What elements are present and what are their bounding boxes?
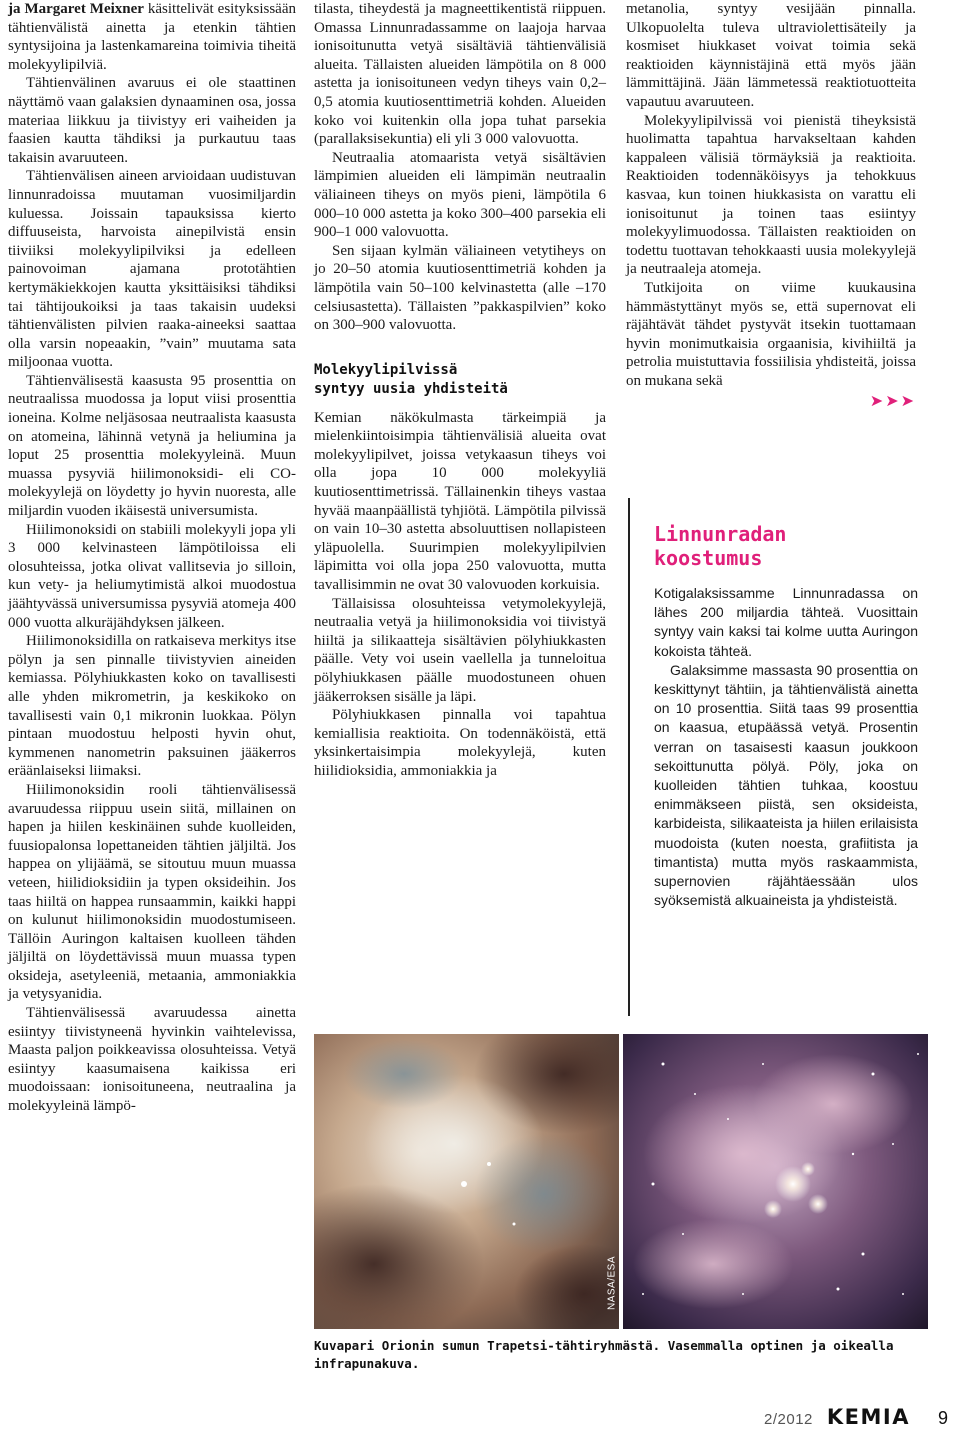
paragraph: Sen sijaan kylmän väliaineen vetytiheys on jo 20–50 atomia kuutiosenttimetriä kohden ja lämpötila vain 50–100 kelvinastetta (alle –170 celsiusastetta). Tällaisten ”pakkaspilvien” koko on 300–900 valovuotta. <box>314 242 606 334</box>
nebula-infrared-image <box>623 1034 928 1329</box>
subheading-line: syntyy uusia yhdisteitä <box>314 380 508 397</box>
paragraph: Tähtienvälinen avaruus ei ole staattinen näyttämö vaan galaksien dynaaminen osa, jossa materiaa liikkuu ja tiivistyy eri vaiheiden ja faasien kautta tähdiksi ja purkautuu taas takaisin avaruuteen. <box>8 75 296 166</box>
nebula-infrared-photo <box>623 1034 928 1329</box>
paragraph: Tähtienvälisestä kaasusta 95 prosenttia on neutraalissa muodossa ja loput viisi prosenttia ioneina. Kolme neljäsosaa neutraalista kaasusta on atomeina, lähinnä vetynä ja heliumina ja loput 25 prosenttia molekyyleinä. Muun muassa pysyviä hiilimonoksidi- eli CO-molekyylejä on löydetty jo hyvin nuoresta, alle miljardin vuoden ikäisestä universumista. <box>8 372 296 520</box>
paragraph: metanolia, syntyy vesijään pinnalla. Ulkopuolelta tuleva ultraviolettisäteily ja kosmiset hiukkaset voivat toimia sekä reaktioiden käynnistäjinä että myös jään lämmittäjinä. Jään lämmetessä reaktiotuotteita vapautuu avaruuteen. <box>626 1 916 110</box>
fact-box-paragraph: Galaksimme massasta 90 prosenttia on keskittynyt tähtiin, ja tähtienvälistä ainetta on 10 prosenttia. Siitä taas 99 prosenttia on kaasua, etupäässä vetyä. Prosentin verran on tasaisesti kaasun joukkoon sekoittunutta pölyä. Pöly, joka on kuolleiden tähtien tuhkaa, koostuu enimmäkseen piistä, sen oksideista, karbideista, silikaateista ja hiilen erilaisista muodoista (kuten noesta, grafiitista ja timantista) mutta myös raskaammista, supernovien räjähtäessään ulos syöksemistä alkuaineista ja yhdisteistä. <box>654 661 918 909</box>
paragraph: Tällaisissa olosuhteissa vetymolekyylejä, neutraalia vetyä ja hiilimonoksidia voi tiivistyä hiiltä ja silikaatteja sisältävien pölyhiukkasten päälle. Vety voi usein vaellella ja tunneloitua pölyhiukkasen päälle muodostuneen ohuen jääkerroksen sisälle ja läpi. <box>314 595 606 705</box>
paragraph <box>8 0 296 74</box>
magazine-name: KEMIA <box>826 1405 910 1429</box>
article-column-2 <box>314 0 606 781</box>
issue-number: 2/2012 <box>764 1411 813 1428</box>
person-name: ja Margaret Meixner <box>8 1 144 17</box>
paragraph-text: käsittelivät esityksissään tähtienvälistä ainetta ja etenkin tähtien syntysijoina ja lastenkamareina toimivia tiheitä molekyylipilviä. <box>8 1 296 73</box>
paragraph: Molekyylipilvissä voi pienistä tiheyksistä huolimatta tapahtua harvakseltaan kahden kappaleen välisiä törmäyksiä ja reaktioita. Reaktioiden todennäköisyys ja tehokkuus kasvaa, kun toinen hiukkasista on varattu eli ionisoitunut ja toinen taas esiintyy molekyylimuodossa. Tällaisten reaktioiden on todettu tuottavan tehokkaasti uusia molekyylejä ja neutraaleja atomeja. <box>626 112 916 278</box>
photo-credit-text: NASA/ESA <box>606 1255 618 1311</box>
paragraph: Hiilimonoksidi on stabiili molekyyli jopa yli 3 000 kelvinasteen lämpötiloissa eli olosuhteissa, jotka olivat vallitsevia jo silloin, kun vety- ja heliumytimistä alkoi muodostua jäähtyvässä universumissa pysyviä atomeja 400 000 vuotta alkuräjähdyksen jälkeen. <box>8 521 296 631</box>
paragraph: Hiilimonoksidin rooli tähtienvälisessä avaruudessa riippuu usein siitä, millainen on hapen ja hiilen keskinäinen suhde kuolleiden, fuusiopalonsa lopettaneiden tähtien jäljiltä. Jos happea on ylijäämä, se sitoutuu muun muassa veteen, hiilidioksidiin ja typen oksideihin. Jos taas hiiltä on happea runsaammin, kaikki happi on kulunut hiilimonoksidin muodostumiseen. Tällöin Auringon kaltaisen kuolleen tähden jäljiltä on löydettävissä muun muassa typen oksideja, asetyleeniä, metaania, ammoniakkia ja vetysyanidia. <box>8 781 296 1003</box>
paragraph: Pölyhiukkasen pinnalla voi tapahtua kemiallisia reaktioita. On todennäköistä, että yksinkertaisimpia molekyylejä, kuten hiilidioksidia, ammoniakkia ja <box>314 707 606 779</box>
article-column-3 <box>626 0 916 411</box>
page-number: 9 <box>937 1408 948 1428</box>
section-subheading <box>314 361 606 399</box>
fact-box-paragraph: Kotigalaksissamme Linnunradassa on lähes 200 miljardia tähteä. Vuosittain syntyy vain kaksi tai kolme uutta Auringon kokoista tähteä. <box>654 585 918 659</box>
figure-caption: Kuvapari Orionin sumun Trapetsi-tähtiryhmästä. Vasemmalla optinen ja oikealla infrapunakuva. <box>314 1338 894 1371</box>
paragraph: Kemian näkökulmasta tärkeimpiä ja mielenkiintoisimpia tähtienvälisiä alueita ovat molekyylipilvet, joissa vetykaasun tiheys voi olla jopa 10 000 molekyyliä kuutiosenttimetrissä. Tällainenkin tiheys vastaa hyvää maanpäällistä tyhjiötä. Lämpötila pilvissä on vain 10–30 astetta absoluuttisen nollapisteen yläpuolella. Suurimpien molekyylipilvien läpimitta voi olla jopa 250 valovuotta, mutta tavallisimmin ne ovat 30 valovuoden korkuisia. <box>314 409 606 594</box>
photo-credit <box>605 1238 619 1328</box>
fact-box <box>628 498 928 1016</box>
nebula-optical-image <box>314 1034 619 1329</box>
paragraph: Tähtienvälisessä avaruudessa ainetta esiintyy tiivistyneenä hyvinkin vaihtelevissa, Maasta paljon poikkeavissa olosuhteissa. Vetyä esiintyy kaasumaisena kaikissa eri muodoissaan: ionisoituneena, neutraalina ja molekyyleinä lämpö- <box>8 1005 296 1115</box>
paragraph: Neutraalia atomaarista vetyä sisältävien lämpimien alueiden eli lämpimän neutraalin väliaineen tiheys on myös pieni, lämpötila 6 000–10 000 astetta ja koko 300–400 parsekia eli 900–1 000 valovuotta. <box>314 149 606 241</box>
paragraph: Tähtienvälisen aineen arvioidaan uudistuvan linnunradoissa muutaman vuosimiljardin kuluessa. Joissain tapauksissa kierto diffuuseista, harvoista ainepilvistä ensin tiiviiksi molekyylipilviksi ja edelleen painovoiman ajamana prototähtien kertymäkiekkojen kautta yksittäisiksi tähdiksi tai tähtijoukoiksi ja taas takaisin uudeksi tähtienvälisten pilvien raaka-aineeksi saattaa olla varsin nopeaakin, ”vain” muutama sata miljoonaa vuotta. <box>8 168 296 371</box>
nebula-optical-photo <box>314 1034 619 1329</box>
continue-arrows-icon: ➤➤➤ <box>869 391 916 411</box>
paragraph: Tutkijoita on viime kuukausina hämmästyttänyt myös se, että supernovat eli räjähtävät tähdet pystyvät itsekin tuottamaan hyvin monimutkaisia orgaanisia, kivihiiltä ja petrolia muistuttavia fossiilisia yhdisteitä, joissa on mukana sekä <box>626 279 916 389</box>
fact-box-title <box>654 522 918 570</box>
subheading-line: Molekyylipilvissä <box>314 361 458 378</box>
page-footer <box>764 1405 948 1429</box>
article-column-1 <box>8 0 296 1116</box>
paragraph: tilasta, tiheydestä ja magneettikentistä riippuen. Omassa Linnunradassamme on laajoja harvaa ionisoitunutta vetyä sisältäviä tähtienvälisiä alueita. Tällaisten alueiden lämpötila on 8 000 astetta ja ionisoituneen vedyn tiheys vain 0,2–0,5 atomia kuutiosenttimetriä kohden. Alueiden koko voi kuitenkin olla jopa tuhat parsekia (parallaksisekuntia) eli yli 3 000 valovuotta. <box>314 1 606 148</box>
paragraph: Hiilimonoksidilla on ratkaiseva merkitys itse pölyn ja sen pinnalle tiivistyvien aineiden kemiassa. Pölyhiukkasten koko on tavallisesti alle yhden mikrometrin, ja keskikoko on tavallisesti vain 0,1 mikronin luokkaa. Pölyn pintaan muodostuu helposti hyvin ohut, kymmenen nanometrin paksuinen jääkerros eräänlaiseksi liimaksi. <box>8 633 296 780</box>
fact-box-title-line: Linnunradan <box>654 522 787 546</box>
fact-box-title-line: koostumus <box>654 546 763 570</box>
